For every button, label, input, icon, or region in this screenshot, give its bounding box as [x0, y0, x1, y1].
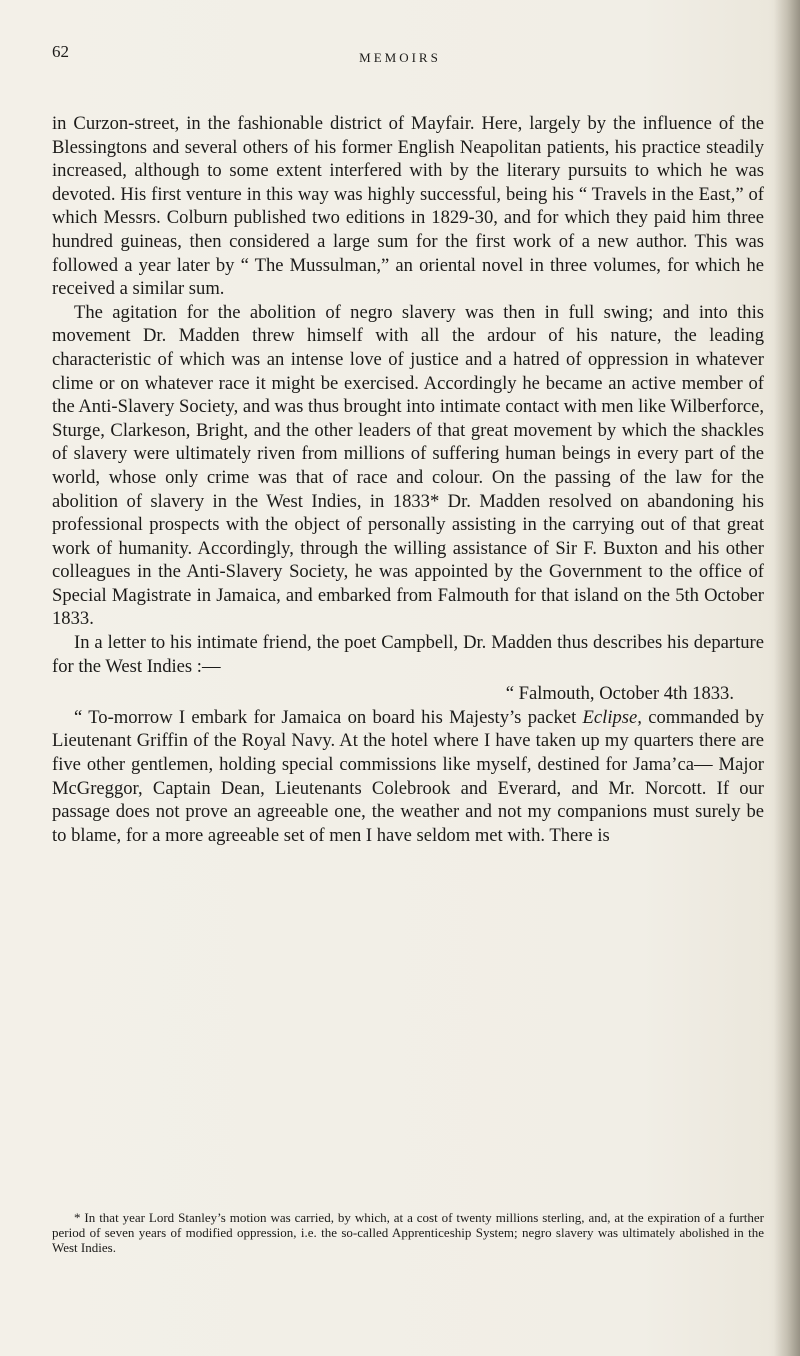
body-text [52, 112, 764, 847]
letter-dateline: “ Falmouth, October 4th 1833. [505, 683, 734, 705]
letter-text-continued: commanded by Lieutenant Griffin of the Royal Navy. At the hotel where I have taken up my quarters there are five other gentlemen, holding special commissions like myself, destined for Jama’ca— Major McGreggor, Captain Dean, Lieutenants Colebrook and Everard, and Mr. Norcott. If our passage does not prove an agreeable one, the weather and not my companions must surely be to blame, for a more agreeable set of men I have seldom met with. There is [52, 706, 764, 846]
paragraph-abolition: The agitation for the abolition of negro slavery was then in full swing; and into this movement Dr. Madden threw himself with all the ardour of his nature, the leading characteristic of which was an intense love of justice and a hatred of oppression in whatever clime or on whatever race it might be exercised. Accordingly he became an active member of the Anti-Slavery Society, and was thus brought into intimate contact with men like Wilberforce, Sturge, Clarkeson, Bright, and the other leaders of that great movement by which the shackles of slavery were ultimately riven from millions of suffering human beings in every part of the world, whose only crime was that of race and colour. On the passing of the law for the abolition of slavery in the West Indies, in 1833* Dr. Madden resolved on abandoning his professional prospects with the object of personally assisting in the carrying out of that great work of humanity. Accordingly, through the willing assistance of Sir F. Buxton and his other colleagues in the Anti-Slavery Society, he was appointed by the Government to the office of Special Magistrate in Jamaica, and embarked from Falmouth for that island on the 5th October 1833. [52, 301, 764, 630]
paragraph-letter-intro: In a letter to his intimate friend, the poet Campbell, Dr. Madden thus describes his departure for the West Indies :— [52, 632, 764, 677]
letter-text-opening: “ To-morrow I embark for Jamaica on board his Majesty’s packet [74, 706, 577, 728]
running-title: MEMOIRS [359, 50, 441, 65]
footnote: * In that year Lord Stanley’s motion was carried, by which, at a cost of twenty millions sterling, and, at the expiration of a further period of seven years of modified oppression, i.e. the so-called Apprenticeship System; negro slavery was ultimately abolished in the West Indies. [52, 1210, 764, 1255]
page-number: 62 [52, 42, 69, 61]
letter-body [52, 706, 764, 848]
page-edge-shadow [774, 0, 800, 1356]
paragraph-continuation: in Curzon-street, in the fashionable district of Mayfair. Here, largely by the influence of the Blessingtons and several others of his former English Neapolitan patients, his practice steadily increased, although to some extent interfered with by the literary pursuits to which he was devoted. His first venture in this way was highly successful, being his “ Travels in the East,” of which Messrs. Colburn published two editions in 1829-30, and for which they paid him three hundred guineas, then considered a large sum for the first work of a new author. This was followed a year later by “ The Mussulman,” an oriental novel in three volumes, for which he received a similar sum. [52, 113, 764, 300]
ship-name: Eclipse, [582, 706, 642, 728]
